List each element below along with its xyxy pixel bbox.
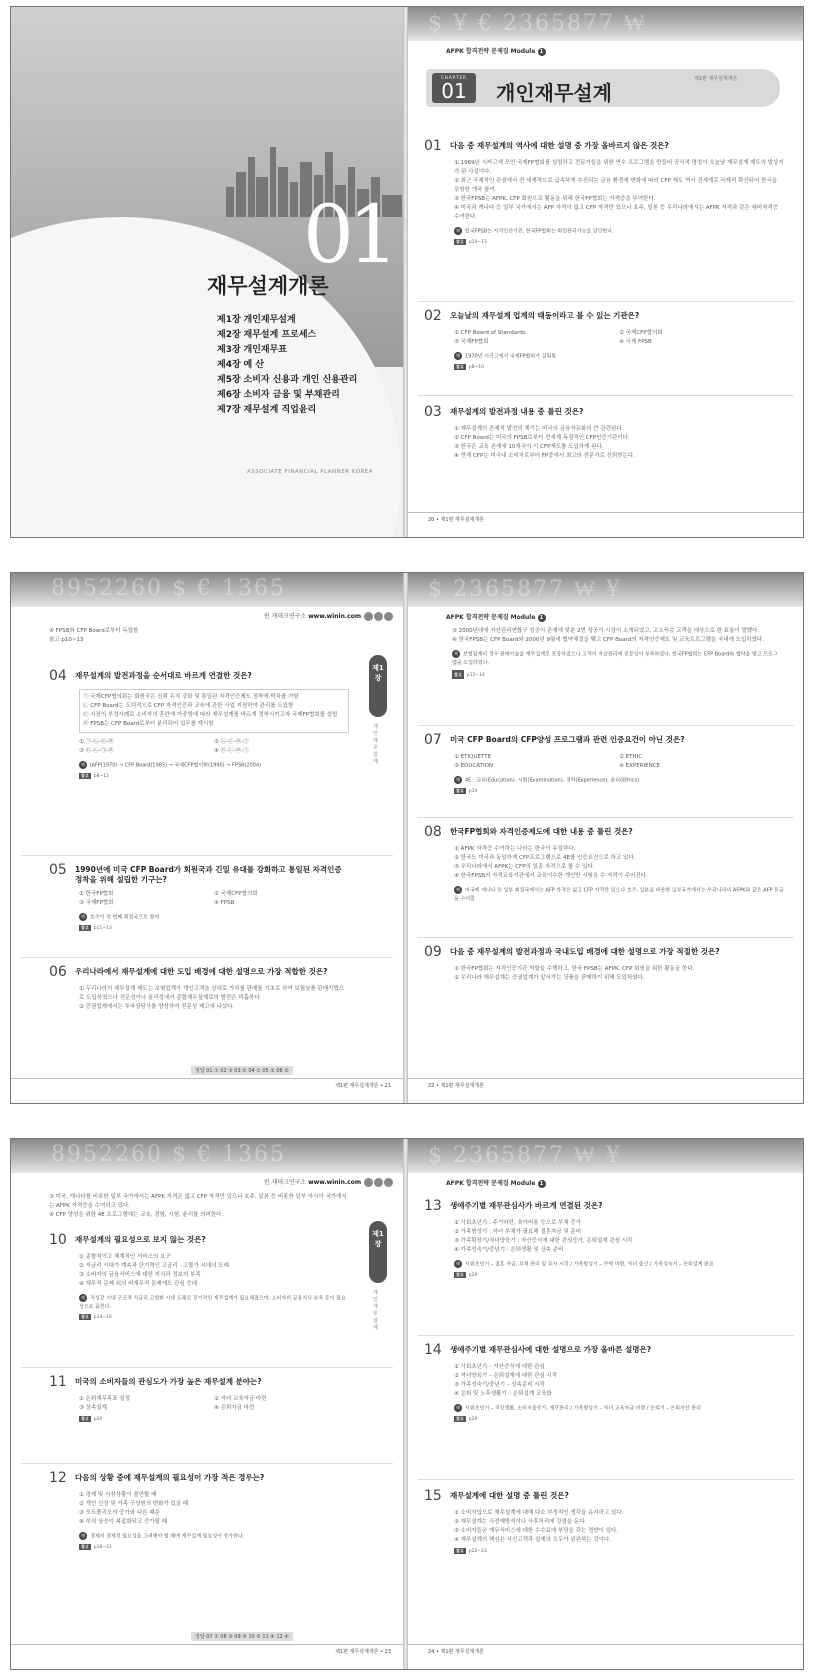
- chapter-item: 제7장 재무설계 직업윤리: [217, 405, 317, 415]
- answer-icon: 해: [454, 886, 462, 894]
- part-number: 01: [303, 188, 393, 281]
- page-footer: 20 • 제1편 재무설계개론: [428, 517, 484, 523]
- chapter-tab: 제1장: [369, 1221, 387, 1283]
- module-label: AFPK 합격전략 문제집 Module 1: [446, 612, 546, 622]
- question-page: [11, 573, 403, 1103]
- site-label: 윈 재테크연구소 www.winin.com: [264, 1177, 393, 1187]
- answer-icon: 해: [454, 352, 462, 360]
- reference-icon: 참고: [456, 787, 464, 793]
- question-05: 05 1990년에 미국 CFP Board가 회원국과 긴밀 유대를 강화하고 통일된 자격인증 정착을 위해 설립한 기구는? ① 한국FP협회 ② 국제CFP협의회 ③ 국제FP협회 ④ FPSB 해 호주가 첫 번째 회원국으로 참여 참고 p11~13: [49, 862, 342, 931]
- spread-2: [10, 572, 804, 1104]
- site-label: 윈 재테크연구소 www.winin.com: [264, 611, 393, 621]
- question-12: 12 다음의 상황 중에 재무설계의 필요성이 가장 적은 경우는? ① 경제 및 시장상황이 불안할 때 ② 개인 신상 및 가족 구성원의 변화가 있을 때 ③ 포트폴리오의 증가와 다른 때문 ④ 부의 상승이 복잡화되고 증가될 때 해 경제의 경제적 필요성을 고려해야 할 때에 재무설계 필요성이 증가한다. 참고 p18~21: [49, 1470, 265, 1550]
- chapter-number-badge: CHAPTER 01: [432, 73, 476, 103]
- reference-icon: 참고: [81, 1543, 89, 1549]
- answer-icon: 해: [454, 227, 462, 235]
- page-header-banner: 8952260 $ € 1365: [11, 1139, 403, 1173]
- page-footer: 제1편 재무설계개론 • 21: [335, 1083, 391, 1089]
- chapter-item: 제5장 소비자 신용과 개인 신용관리: [217, 375, 358, 385]
- reference-icon: 참고: [456, 1271, 464, 1277]
- page-footer: 24 • 제1편 재무설계개론: [428, 1649, 484, 1655]
- question-11: 11 미국의 소비자들의 관심도가 가장 높은 재무설계 분야는? ① 은퇴재무목표 설정 ② 자녀 교육자금 마련 ③ 상속설계 ④ 은퇴자금 마련 참고 p20: [49, 1374, 267, 1422]
- question-06: 06 우리나라에서 재무설계에 대한 도입 배경에 대한 설명으로 가장 적합한 것은? ① 우리나라의 재무설계 제도는 보험업계가 개인고객을 상대로 가치를 판매를 기초로 하여 보험상품 판매기법으로 도입하였으나 전문성이나 윤리성에서 종합재무설계로의 발전은 미흡하다. ② 증권업계에서는 투자상담사를 양성하여 전문성 제고에 나섰다.: [49, 964, 344, 1010]
- spread-3: [10, 1138, 804, 1670]
- page-header-banner: 8952260 $ € 1365: [11, 573, 403, 607]
- question-10: 10 재무설계의 필요성으로 보지 않는 것은? ① 종합적이고 체계적인 서비스의 요구 ② 저금리 시대가 계속과 단기적인 고금리 · 고물가 시대의 도래 ③ 소비자의 금융서비스에 대한 지식과 정보의 부족 ④ 재무적 문제 외의 비재무적 문제에도 관심 증대 해 저성장 시대 구조적 저금리 고령화 시대 도래로 장기적인 재무설계가 필요해졌으며, 소비자의 금융지식 부족 등이 필요성으로 꼽힌다. 참고 p14~16: [49, 1232, 346, 1320]
- question-04: 04 재무설계의 발전과정을 순서대로 바르게 연결한 것은? ㉠ 국제CFP협의회는 회원국은 신뢰 유지 강화 및 통일된 자격인증제도 정착에 박차를 가함 ㉡ CFP Board는 도덕적으로 CFP 자격인증과 교육에 관한 사업 지원하여 관리를 도입함 ㉢ 시장의 부정사례로 소비자의 혼란에 가중함에 따라 재무설계를 바르게 정착시키고자 국제FP협회를 설립 ㉣ FPSB는 CFP Board로부터 분리되어 업무를 계시함 ① ㉠-㉡-㉢-㉣ ② ㉡-㉢-㉣-㉠ ③ ㉢-㉡-㉠-㉣ ④ ㉢-㉡-㉣-㉠ 해 IAFP(1970) → CFP Board(1985) → 국제CFP협의회(1990) → FPSB(2004) 참고 p8~12: [49, 669, 349, 779]
- reference-icon: 참고: [81, 1313, 89, 1319]
- reference-icon: 참고: [81, 1416, 89, 1421]
- question-page: [408, 573, 804, 1103]
- question-02: 02 오늘날의 재무설계 업계의 태동이라고 볼 수 있는 기관은? ① CFP Board of Standards ② 국제CFP협의회 ③ 국제FP협회 ④ 국제 FPSB 해 1970년 시카고에서 국제FP협회가 설립됨 참고 p8~10: [424, 308, 663, 370]
- answer-icon: 해: [79, 1294, 87, 1302]
- part-cover-page: [11, 7, 403, 537]
- continued-text: ④ FPSB와 CFP Board로부터 독립함 참고 p10~13: [49, 628, 139, 643]
- answer-icon: 해: [454, 776, 462, 784]
- question-page: [408, 7, 804, 537]
- part-title: 재무설계개론: [207, 274, 329, 298]
- question-15: 15 재무설계에 대한 설명 중 틀린 것은? ① 소비자입으로 재무설계에 대해 다소 부정적인 생각을 유지하고 있다. ② 재무설계는 사전예방적이나 사후처리에 강점을 둔다. ③ 소비자들은 재무서비스에 대한 수수료에 부담을 갖는 경향이 있다. ④ 재무설계의 핵심은 서신고객과 설계의 모두가 윈윈하는 것이다. 참고 p22~23: [424, 1488, 624, 1554]
- brand-footer: ASSOCIATE FINANCIAL PLANNER KOREA: [247, 469, 374, 475]
- module-label: AFPK 합격전략 문제집 Module 1: [446, 1178, 546, 1188]
- answer-icon: 해: [79, 1532, 87, 1540]
- question-13: 13 생애주기별 재무관심사가 바르게 연결된 것은? ① 사회초년기 : 주거마련, 육아비용 등으로 부채 증가 ② 가족형성기 : 자녀 부채가 필요해 결혼자금 및 준비 ③ 가족확장기/자녀양육기 : 자산증식에 대한 관심증가, 은퇴설계 관심 시작 ④ 가족성숙기/중년기 : 은퇴생활 및 상속 준비 해 사회초년기 – 결혼 자금, 부채 관리 및 투자 시작 / 가족형성기 – 주택 마련, 자녀 출산 / 가족성숙기 – 은퇴설계 완료 참고 p20: [424, 1198, 714, 1278]
- continued-text: ③ 미국, 캐나다를 비롯한 일부 국가에서는 AFPK 자격은 없고 CFP 자격만 있으나 호주, 일본 등 비롯한 일부 아시아 국가에서는 AFPK 자격증을 수여하고 있다. ④ CFP 양성을 위한 4E 프로그램에는 교육, 경험, 시험, 윤리를 의미한다.: [49, 1194, 347, 1218]
- answer-key-bar: 정답 01 ① 02 ③ 03 ② 04 ① 05 ② 06 ②: [191, 1066, 293, 1075]
- page-header-banner: $ 2365877 ₩ ¥: [408, 1139, 804, 1173]
- reference-icon: 참고: [454, 671, 462, 677]
- page-footer: 22 • 제1편 재무설계개론: [428, 1083, 484, 1089]
- answer-icon: 해: [454, 1260, 462, 1268]
- answer-icon: 해: [79, 761, 87, 769]
- chapter-item: 제2장 재무설계 프로세스: [217, 330, 317, 340]
- chapter-item: 제1장 개인재무설계: [217, 315, 296, 325]
- answer-icon: 해: [79, 913, 87, 921]
- continued-text: ③ 2000년대에 자산관리연합구 성공이 존재에 맞춘 2번 성공이 시장이 소개되었고, 고소득층 고객을 대상으로 한 효율이 발했다. ④ 한국FPSB는 CFP Board와 2000년 9월에 협약체결을 맺고 CFP Board의 자격인증제도 및 교육프로그램을 국내에 도입하였다. 해 보험업계의 경우 판매기술을 재무설계로 포장하였으나 고객의 자산관리에 전문성이 부족하였다. 한국FP협회는 CFP Board와 협약을 맺고 프로그램을 도입하였다. 참고 p12~14: [452, 628, 778, 678]
- page-footer: 제1편 재무설계개론 • 23: [335, 1649, 391, 1655]
- reference-icon: 참고: [81, 924, 89, 930]
- question-03: 03 재무설계의 발전과정 내용 중 틀린 것은? ① 재무설계의 존재적 발전의 계기는 미국의 금융자유화의 큰 관련된다. ② CFP Board는 미국의 FPSB로부터 전세계 독점적인 CFP인증기관이다. ③ 한국은 교육 존재에 10개국이 이 CFP제도를 도입하게 된다. ④ 현재 CFP는 미국내 소비자로부터 FP중에서 최고의 전문가로 신뢰받는다.: [424, 404, 635, 459]
- chapter-list: [217, 313, 357, 418]
- chapter-item: 제6장 소비자 금융 및 부채관리: [217, 390, 340, 400]
- page-header-banner: $ 2365877 ₩ ¥: [408, 573, 804, 607]
- chapter-title: 개인재무설계: [496, 81, 612, 105]
- answer-icon: 해: [454, 1404, 462, 1412]
- question-08: 08 한국FP협회와 자격인증제도에 대한 내용 중 틀린 것은? ① AFPK 자격증 수여하는 나라는 한국이 유일하다. ② 한국도 미국과 동일하게 CFP프로그램으로 4E를 인증요건으로 하고 있다. ③ 우리나라에서 AFPK는 CFP의 일종 자격으로 볼 수 있다. ④ 한국FPSB의 자격교육기관에서 교육이수한 개인만 시험을 수 자격이 주어진다. 해 미국에 캐나다 등 일부 회원국에서는 AFP 자격은 없고 CFP 자격만 있으나 호주, 일본을 비롯한 일부국가에서는 우리나라의 AFPK와 같은 AFP 등급을 수여함: [424, 824, 784, 902]
- reference-icon: 참고: [456, 1415, 464, 1421]
- question-07: 07 미국 CFP Board의 CFP양성 프로그램과 관련 인증요건이 아닌 것은? ① ETIQUETTE ② ETHIC ③ EDUCATION ④ EXPERIENCE 해 4E : 교육(Education), 시험(Examination), 경력(Experience), 윤리(Ethics) 참고 p14: [424, 732, 685, 794]
- answer-key-bar: 정답 07 ① 08 ③ 09 ③ 10 ② 11 ④ 12 ④: [191, 1632, 293, 1641]
- chapter-item: 제4장 예 산: [217, 360, 265, 370]
- question-page: [408, 1139, 804, 1669]
- chapter-tab-subtitle: 개인재무설계: [373, 1290, 378, 1331]
- question-09: 09 다음 중 재무설계의 발전과정과 국내도입 배경에 대한 설명으로 가장 적절한 것은? ① 한국FP협회는 자격인증기관 역할을 수행하고, 한국 FPSB는 AFPK, CFP 회원을 위한 활동을 한다. ② 우리나라 재무설계는 증권업계가 앞서가는 상품을 판매하기 위해 도입하였다.: [424, 944, 720, 981]
- module-label: AFPK 합격전략 문제집 Module 1: [446, 46, 546, 56]
- page-header-banner: $ ¥ € 2365877 ₩: [408, 7, 804, 41]
- reference-icon: 참고: [456, 1548, 464, 1553]
- chapter-subtitle: 제1편 재무설계개론: [694, 76, 738, 82]
- reference-icon: 참고: [81, 772, 89, 778]
- chapter-tab: 제1장: [369, 655, 387, 717]
- spread-1: [10, 6, 804, 538]
- reference-icon: 참고: [456, 363, 464, 369]
- chapter-item: 제3장 개인재무표: [217, 345, 288, 355]
- chapter-tab-subtitle: 개인재무설계: [373, 724, 378, 765]
- question-14: 14 생애주기별 재무관심사에 대한 설명으로 가장 올바른 설명은? ① 사회초년기 – 자산증식에 대한 관심 ② 자녀양육기 – 은퇴설계에 대한 관심 시작 ③ 가족성숙기/중년기 – 상속준비 시작 ④ 은퇴 및 노후생활기 – 은퇴설계 교육화 해 사회초년기 – 직장생활, 소비지출증가, 재무관리 / 가족형성기 – 자녀 교육자금 마련 / 은퇴기 – 은퇴자산 관리 참고 p20: [424, 1342, 701, 1422]
- question-page: [11, 1139, 403, 1669]
- answer-icon: 해: [452, 650, 460, 658]
- reference-icon: 참고: [456, 238, 464, 244]
- question-01: 01 다음 중 재무설계의 역사에 대한 설명 중 가장 올바르지 않은 것은? ① 1969년 시카고에 모인 국제FP협회를 설립하고 전문가들을 위한 연수 프로그램을 만들어 공식적 명칭이 오늘날 재무설계 제도의 발상지가 된 사실이다. ② 최근 국제적인 관점에서 전 세계적으로 급속하게 추진되는 금융 환경에 변화에 따라 CFP 제도 역시 전세계로 국제적 확산되어 한국을 포함한 개국 참여. ③ 한국FPSB는 AFPK, CFP 회원으로 활동을 위해 한국FP협회는 자격증을 부여한다. ④ 미국과 캐나다 등 일부 국가에서는 AFP 자격이 없고 CFP 자격만 있으나 호주, 일본 등 우리나라에서는 AFPK 자격과 같은 예비자격증 수여한다. 해 한국FPSB는 자격인증기관, 한국FP협회는 회원관리기능을 담당한다. 참고 p10~13: [424, 138, 784, 245]
